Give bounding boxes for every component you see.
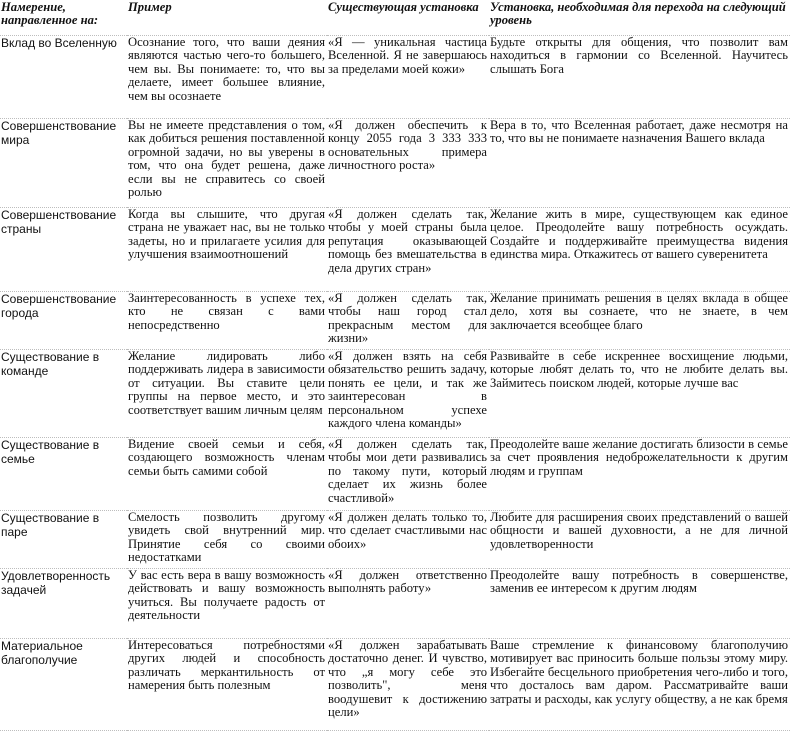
intent-cell: Совершенствование города — [0, 292, 127, 350]
required-attitude-cell: Будьте открыты для общения, что позволит вам находиться в гармонии со Вселенной. Научитесь слышать Бога — [489, 36, 790, 119]
current-attitude-cell: «Я должен зарабатывать достаточно денег. И чувство, что „я могу себе это позволить", меня воодушевит к достижению цели» — [327, 639, 489, 731]
required-attitude-cell: Желание жить в мире, существующем как единое целое. Преодолейте вашу потребность осуждать. Создайте и поддерживайте преимущества видения единства мира. Откажитесь от вашего суверенитета — [489, 208, 790, 292]
intent-cell: Существование в паре — [0, 511, 127, 569]
table-row — [0, 511, 790, 569]
required-attitude-cell: Ваше стремление к финансовому благополучию мотивирует вас приносить больше пользы этому миру. Избегайте бесцельного приобретения чего-либо и того, что досталось вам даром. Рассматривайте ваши затраты и расходы, как услугу обществу, а не как бремя — [489, 639, 790, 731]
required-attitude-cell: Развивайте в себе искреннее восхищение людьми, которые любят делать то, что не любите делать вы. Займитесь поиском людей, которые лучше вас — [489, 350, 790, 438]
current-attitude-cell: «Я должен делать только то, что сделает счастливыми нас обоих» — [327, 511, 489, 569]
required-attitude-cell: Любите для расширения своих представлений о вашей общности и вашей духовности, а не для личной удовлетворенности — [489, 511, 790, 569]
example-cell: Интересоваться потребностями других людей и способность различать меркантильность от намерения быть полезным — [127, 639, 327, 731]
table-row — [0, 438, 790, 511]
required-attitude-cell: Преодолейте ваше желание достигать близости в семье за счет проявления недоброжелательности к другим людям и группам — [489, 438, 790, 511]
current-attitude-cell: «Я должен обеспечить к концу 2055 года 3 333 333 основательных примера личностного роста» — [327, 119, 489, 208]
current-attitude-cell: «Я — уникальная частица Вселенной. Я не завершаюсь за пределами моей кожи» — [327, 36, 489, 119]
current-attitude-cell: «Я должен сделать так, чтобы мои дети развивались по такому пути, который сделает их жизнь более счастливой» — [327, 438, 489, 511]
intent-cell: Совершенствование страны — [0, 208, 127, 292]
example-cell: Видение своей семьи и себя, создающего возможность членам семьи быть самими собой — [127, 438, 327, 511]
example-cell: Заинтересованность в успехе тех, кто не связан с вами непосредственно — [127, 292, 327, 350]
required-attitude-cell: Преодолейте вашу потребность в совершенстве, заменив ее интересом к другим людям — [489, 569, 790, 639]
table-row — [0, 119, 790, 208]
table-row — [0, 350, 790, 438]
intent-cell: Удовлетворенность задачей — [0, 569, 127, 639]
required-attitude-cell: Вера в то, что Вселенная работает, даже несмотря на то, что вы не понимаете назначения Вашего вклада — [489, 119, 790, 208]
intent-cell: Существование в команде — [0, 350, 127, 438]
example-cell: У вас есть вера в вашу возможность действовать и вашу возможность учиться. Вы получаете радость от деятельности — [127, 569, 327, 639]
table-row — [0, 208, 790, 292]
table-row — [0, 36, 790, 119]
intent-cell: Вклад во Вселенную — [0, 36, 127, 119]
required-attitude-cell: Желание принимать решения в целях вклада в общее дело, хотя вы сознаете, что не знаете, в чем заключается всеобщее благо — [489, 292, 790, 350]
example-cell: Вы не имеете представления о том, как добиться решения поставленной огромной задачи, но вы уверены в том, что она будет решена, даже если вы не справитесь со своей ролью — [127, 119, 327, 208]
table-row — [0, 292, 790, 350]
intent-cell: Существование в семье — [0, 438, 127, 511]
intent-cell: Совершенствование мира — [0, 119, 127, 208]
example-cell: Смелость позволить другому увидеть свой внутренний мир. Принятие себя со своими недостатками — [127, 511, 327, 569]
table-row — [0, 569, 790, 639]
header-intent: Намерение, направленное на: — [0, 0, 127, 36]
header-required: Установка, необходимая для перехода на следующий уровень — [489, 0, 790, 36]
example-cell: Желание лидировать либо поддерживать лидера в зависимости от ситуации. Вы ставите цели группы на первое место, и это соответствует вашим личным целям — [127, 350, 327, 438]
current-attitude-cell: «Я должен ответственно выполнять работу» — [327, 569, 489, 639]
current-attitude-cell: «Я должен взять на себя обязательство решить задачу, понять ее цели, и так же заинтересован в персональном успехе каждого члена команды» — [327, 350, 489, 438]
header-row — [0, 0, 790, 36]
example-cell: Осознание того, что ваши деяния являются частью чего-то большего, чем вы. Вы понимаете: то, что вы делаете, имеет большее влияние, чем вы осознаете — [127, 36, 327, 119]
current-attitude-cell: «Я должен сделать так, чтобы наш город стал прекрасным местом для жизни» — [327, 292, 489, 350]
header-current: Существующая установка — [327, 0, 489, 36]
intent-cell: Материальное благополучие — [0, 639, 127, 731]
example-cell: Когда вы слышите, что другая страна не уважает нас, вы не только задеты, но и прилагаете усилия для улучшения взаимоотношений — [127, 208, 327, 292]
table-row — [0, 639, 790, 731]
header-example: Пример — [127, 0, 327, 36]
current-attitude-cell: «Я должен сделать так, чтобы у моей страны была репутация оказывающей помощь без вмешательства в дела других стран» — [327, 208, 489, 292]
